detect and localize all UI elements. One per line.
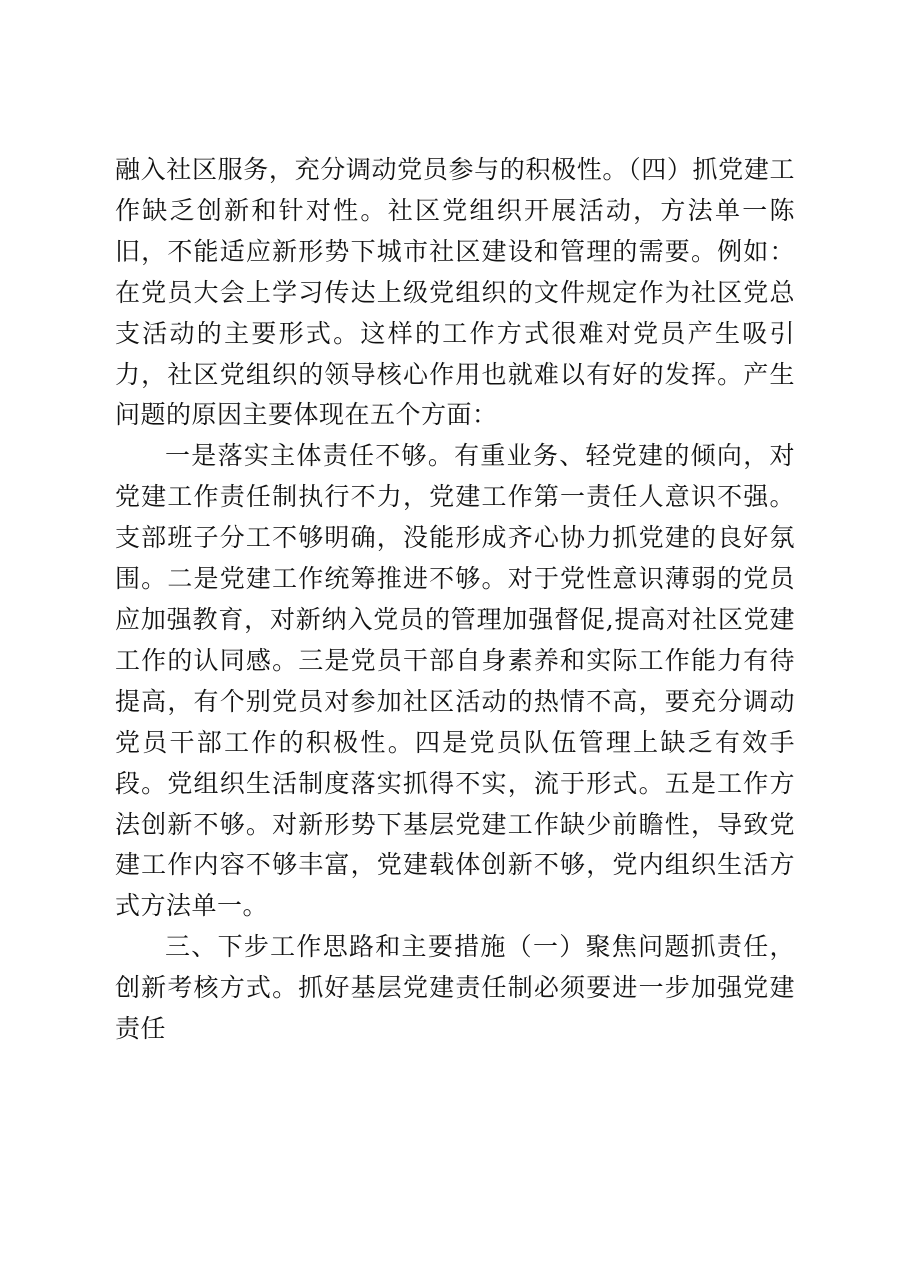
paragraph-next-steps: 三、下步工作思路和主要措施（一）聚焦问题抓责任，创新考核方式。抓好基层党建责任制必须要进一步加强党建责任 [115,932,795,1044]
paragraph-causes: 一是落实主体责任不够。有重业务、轻党建的倾向，对党建工作责任制执行不力，党建工作第一责任人意识不强。支部班子分工不够明确，没能形成齐心协力抓党建的良好氛围。二是党建工作统筹推进不够。对于党性意识薄弱的党员应加强教育，对新纳入党员的管理加强督促,提高对社区党建工作的认同感。三是党员干部自身素养和实际工作能力有待提高，有个别党员对参加社区活动的热情不高，要充分调动党员干部工作的积极性。四是党员队伍管理上缺乏有效手段。党组织生活制度落实抓得不实，流于形式。五是工作方法创新不够。对新形势下基层党建工作缺少前瞻性，导致党建工作内容不够丰富，党建载体创新不够，党内组织生活方式方法单一。 [115,441,795,921]
document-body [115,150,795,1050]
paragraph-problems-continued: 融入社区服务，充分调动党员参与的积极性。（四）抓党建工作缺乏创新和针对性。社区党组织开展活动，方法单一陈旧，不能适应新形势下城市社区建设和管理的需要。例如：在党员大会上学习传达上级党组织的文件规定作为社区党总支活动的主要形式。这样的工作方式很难对党员产生吸引力，社区党组织的领导核心作用也就难以有好的发挥。产生问题的原因主要体现在五个方面： [115,155,795,430]
